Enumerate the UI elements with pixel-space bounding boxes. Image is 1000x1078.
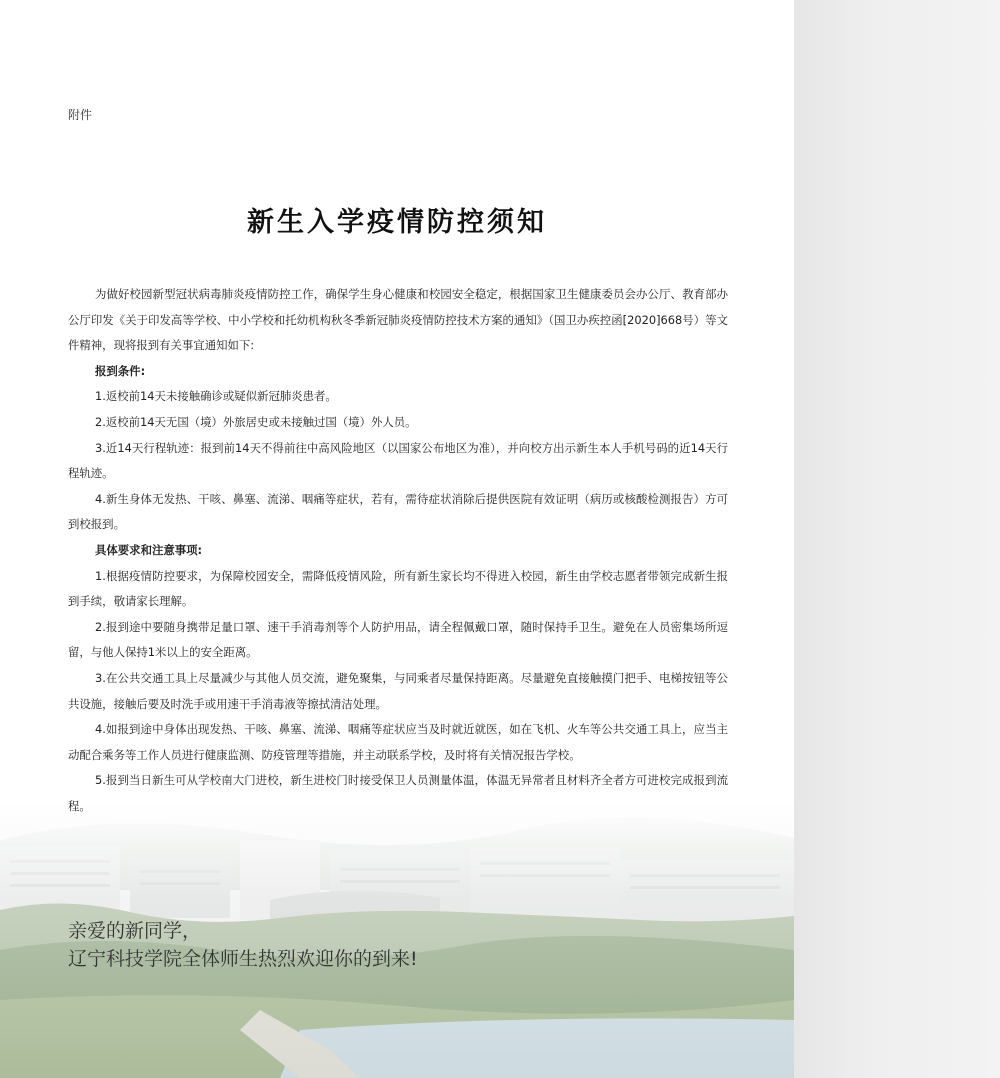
requirement-item: 5.报到当日新生可从学校南大门进校，新生进校门时接受保卫人员测量体温，体温无异常者且材料齐全者方可进校完成报到流程。 [68, 773, 728, 813]
requirement-item: 2.报到途中要随身携带足量口罩、速干手消毒剂等个人防护用品，请全程佩戴口罩，随时保持手卫生。避免在人员密集场所逗留，与他人保持1米以上的安全距离。 [68, 619, 728, 660]
section-heading-conditions: 报到条件: [95, 363, 146, 378]
section-heading-requirements: 具体要求和注意事项: [95, 542, 203, 557]
requirement-item: 4.如报到途中身体出现发热、干咳、鼻塞、流涕、咽痛等症状应当及时就近就医，如在飞机、火车等公共交通工具上，应当主动配合乘务等工作人员进行健康监测、防疫管理等措施，并主动联系学校，及时将有关情况报告学校。 [68, 722, 728, 762]
condition-item: 4.新生身体无发热、干咳、鼻塞、流涕、咽痛等症状，若有，需待症状消除后提供医院有效证明（病历或核酸检测报告）方可到校报到。 [68, 491, 728, 532]
welcome-greeting [68, 917, 418, 973]
greeting-line-2: 辽宁科技学院全体师生热烈欢迎你的到来! [68, 948, 418, 970]
condition-item: 1.返校前14天未接触确诊或疑似新冠肺炎患者。 [95, 389, 337, 404]
document-title: 新生入学疫情防控须知 [247, 207, 547, 238]
condition-item: 2.返校前14天无国（境）外旅居史或未接触过国（境）外人员。 [95, 414, 417, 429]
viewer-side-panel [794, 0, 1000, 1078]
intro-paragraph: 为做好校园新型冠状病毒肺炎疫情防控工作，确保学生身心健康和校园安全稳定，根据国家卫生健康委员会办公厅、教育部办公厅印发《关于印发高等学校、中小学校和托幼机构秋冬季新冠肺炎疫情防控技术方案的通知》（国卫办疾控函[2020]668号）等文件精神，现将报到有关事宜通知如下: [68, 287, 728, 353]
document-body [68, 282, 728, 819]
requirement-item: 3.在公共交通工具上尽量减少与其他人员交流，避免聚集，与同乘者尽量保持距离。尽量避免直接触摸门把手、电梯按钮等公共设施，接触后要及时洗手或用速干手消毒液等擦拭清洁处理。 [68, 670, 728, 711]
attachment-label: 附件 [68, 108, 93, 122]
greeting-line-1: 亲爱的新同学， [68, 920, 202, 942]
condition-item: 3.近14天行程轨迹：报到前14天不得前往中高风险地区（以国家公布地区为准），并向校方出示新生本人手机号码的近14天行程轨迹。 [68, 440, 728, 481]
requirement-item: 1.根据疫情防控要求，为保障校园安全，需降低疫情风险，所有新生家长均不得进入校园，新生由学校志愿者带领完成新生报到手续，敬请家长理解。 [68, 568, 728, 609]
